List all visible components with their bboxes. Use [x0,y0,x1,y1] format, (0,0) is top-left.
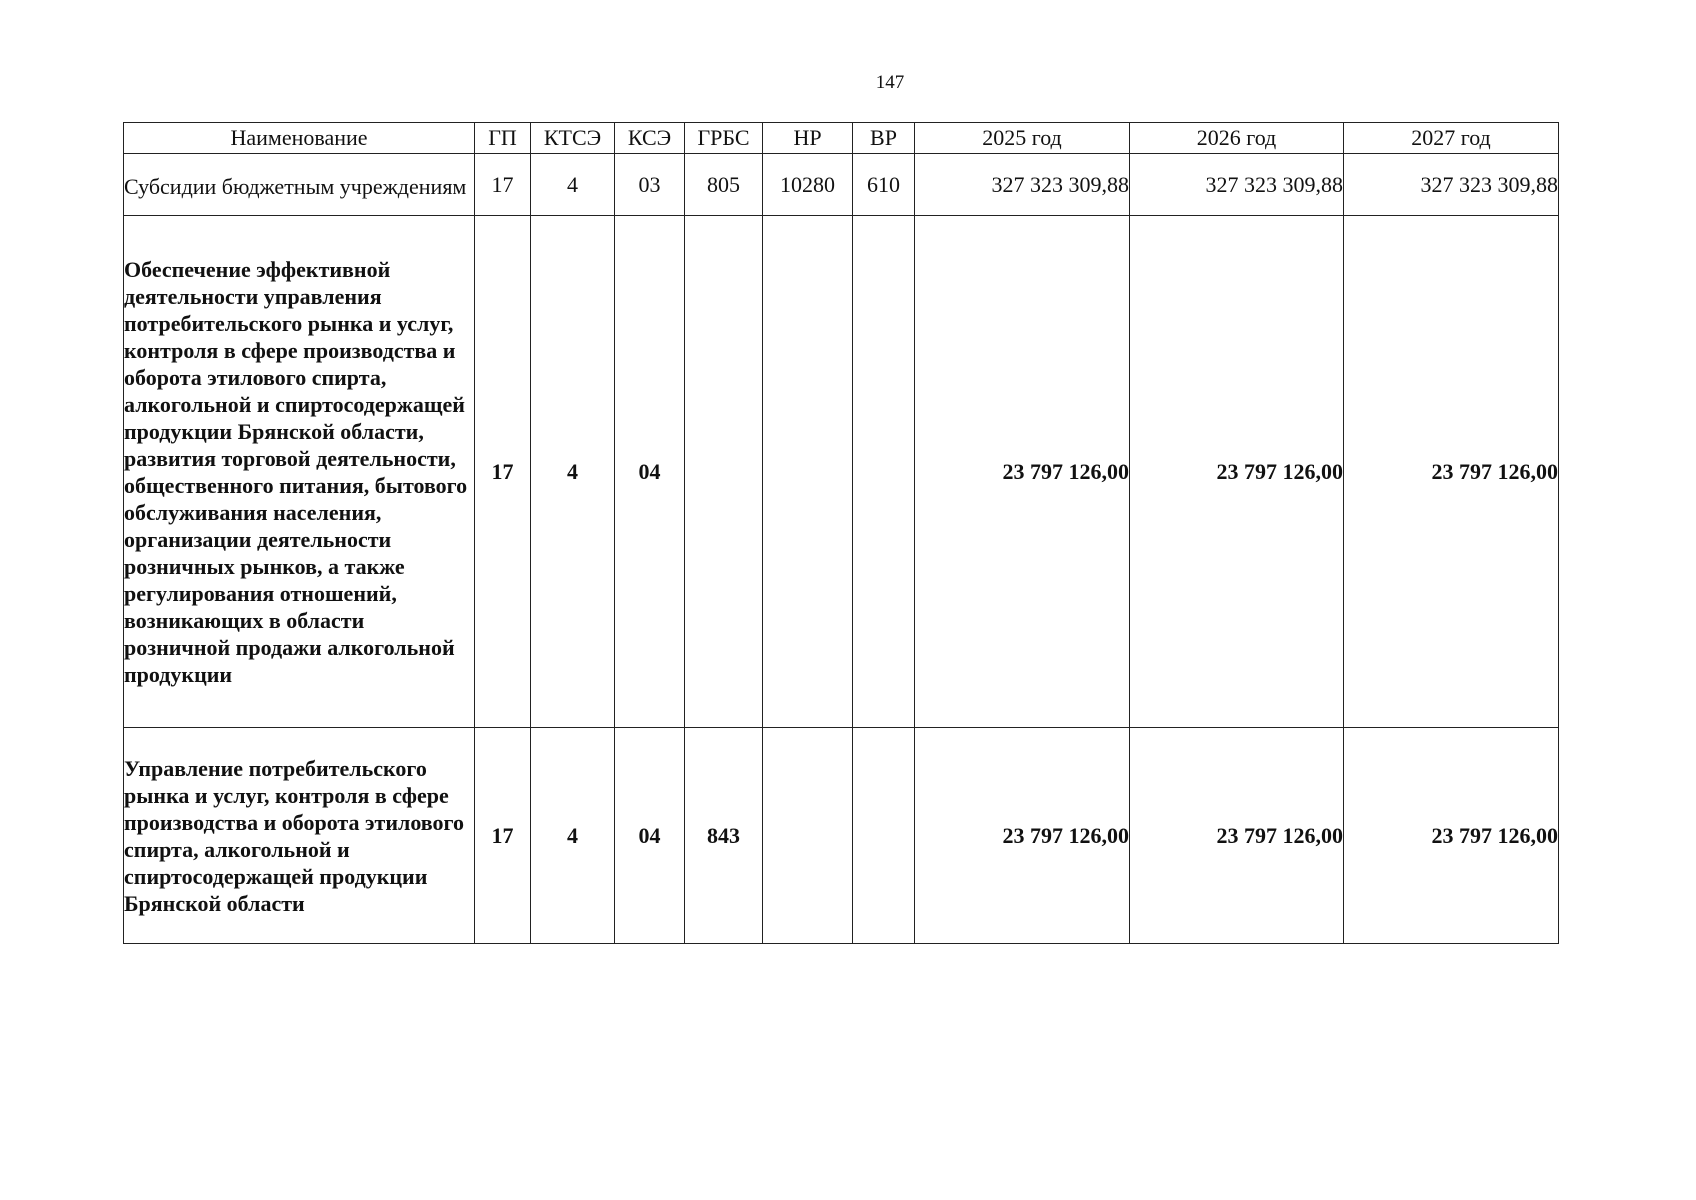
row-ktse: 4 [531,154,615,216]
row-vr [853,728,915,944]
header-kse: КСЭ [615,123,685,154]
row-ktse: 4 [531,216,615,728]
row-nr [763,728,853,944]
row-vr: 610 [853,154,915,216]
page-number: 147 [875,72,905,93]
row-2025: 23 797 126,00 [915,728,1130,944]
row-grbs: 843 [685,728,763,944]
budget-table [123,122,1559,944]
row-2025: 327 323 309,88 [915,154,1130,216]
row-2025: 23 797 126,00 [915,216,1130,728]
row-name: Субсидии бюджетным учреждениям [124,154,475,216]
row-vr [853,216,915,728]
row-grbs: 805 [685,154,763,216]
header-name: Наименование [124,123,475,154]
header-nr: НР [763,123,853,154]
row-2027: 327 323 309,88 [1344,154,1559,216]
row-2026: 23 797 126,00 [1130,216,1344,728]
header-row [124,123,1559,154]
header-2027: 2027 год [1344,123,1559,154]
header-vr: ВР [853,123,915,154]
table-row [124,728,1559,944]
row-2027: 23 797 126,00 [1344,216,1559,728]
header-2025: 2025 год [915,123,1130,154]
row-kse: 04 [615,728,685,944]
row-gp: 17 [475,154,531,216]
row-grbs [685,216,763,728]
row-2026: 327 323 309,88 [1130,154,1344,216]
header-grbs: ГРБС [685,123,763,154]
row-kse: 04 [615,216,685,728]
row-2027: 23 797 126,00 [1344,728,1559,944]
header-2026: 2026 год [1130,123,1344,154]
row-ktse: 4 [531,728,615,944]
header-gp: ГП [475,123,531,154]
row-gp: 17 [475,216,531,728]
table-row [124,216,1559,728]
row-kse: 03 [615,154,685,216]
table-row [124,154,1559,216]
row-name: Обеспечение эффективной деятельности управления потребительского рынка и услуг, контроля в сфере производства и оборота этилового спирта, алкогольной и спиртосодержащей продукции Брянской области, развития торговой деятельности, общественного питания, бытового обслуживания населения, организации деятельности розничных рынков, а также регулирования отношений, возникающих в области розничной продажи алкогольной продукции [124,216,475,728]
row-name: Управление потребительского рынка и услуг, контроля в сфере производства и оборота этилового спирта, алкогольной и спиртосодержащей продукции Брянской области [124,728,475,944]
header-ktse: КТСЭ [531,123,615,154]
row-2026: 23 797 126,00 [1130,728,1344,944]
row-nr [763,216,853,728]
row-gp: 17 [475,728,531,944]
row-nr: 10280 [763,154,853,216]
